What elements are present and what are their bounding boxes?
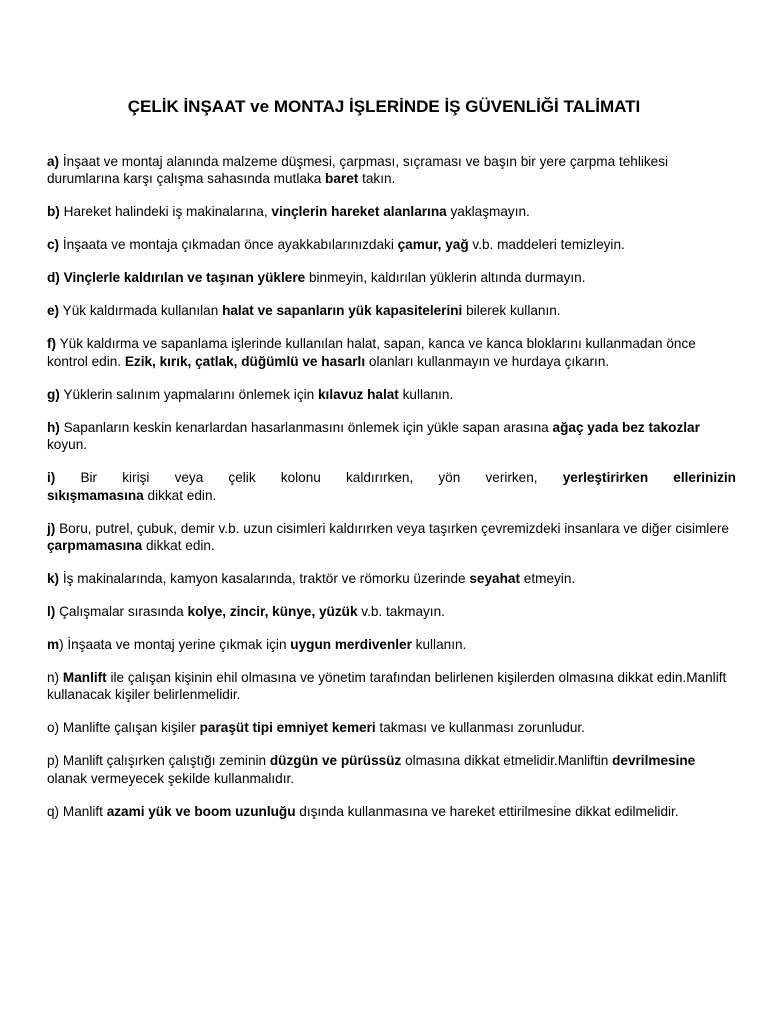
item-letter: f)	[47, 336, 57, 352]
item-letter: i)	[47, 470, 56, 486]
body-text: dikkat edin.	[142, 538, 215, 554]
body-text: Manlift	[59, 803, 107, 819]
body-text: İnşaata ve montaja çıkmadan önce ayakkabılarınızdaki	[59, 237, 398, 253]
item-letter: h)	[47, 419, 60, 435]
emphasis-text: uygun merdivenler	[290, 637, 412, 653]
instruction-list	[47, 153, 736, 836]
instruction-item	[47, 752, 736, 787]
emphasis-text: vinçlerin hareket alanlarına	[271, 204, 447, 220]
instruction-item	[47, 153, 736, 188]
body-text: olanak vermeyecek şekilde kullanmalıdır.	[47, 770, 295, 786]
instruction-item	[47, 520, 736, 555]
body-text: Boru, putrel, çubuk, demir v.b. uzun cisimleri kaldırırken veya taşırken çevremizdeki insanlara ve diğer cisimlere	[55, 520, 729, 536]
instruction-item	[47, 669, 736, 704]
item-letter: m	[47, 637, 60, 653]
body-text: İş makinalarında, kamyon kasalarında, traktör ve römorku üzerinde	[59, 571, 470, 587]
emphasis-text: sıkışmamasına	[47, 487, 144, 503]
body-text: bilerek kullanın.	[462, 303, 561, 319]
instruction-item	[47, 302, 736, 319]
body-text: Hareket halindeki iş makinalarına,	[59, 204, 272, 220]
emphasis-text: paraşüt tipi emniyet kemeri	[199, 720, 376, 736]
emphasis-text: halat ve sapanların yük kapasitelerini	[222, 303, 463, 319]
emphasis-text: yerleştirirken ellerinizin	[562, 470, 736, 486]
body-text: binmeyin, kaldırılan yüklerin altında durmayın.	[305, 270, 586, 286]
item-letter: b)	[47, 204, 60, 220]
instruction-item	[47, 236, 736, 253]
emphasis-text: Manlift	[62, 670, 107, 686]
body-text: kullanın.	[411, 637, 467, 653]
emphasis-text: kolye, zincir, künye, yüzük	[187, 604, 358, 620]
body-text: ile çalışan kişinin ehil olmasına ve yönetim tarafından belirlenen kişilerden olmasına dikkat edin.Manlift kullanacak kişiler belirlenmelidir.	[47, 670, 727, 703]
emphasis-text: çamur, yağ	[397, 237, 469, 253]
body-text: İnşaat ve montaj alanında malzeme düşmesi, çarpması, sıçraması ve başın bir yere çarpma tehlikesi durumlarına karşı çalışma sahasında mutlaka	[47, 154, 669, 187]
item-letter: l)	[47, 604, 56, 620]
body-text: Bir kirişi veya çelik kolonu kaldırırken, yön verirken,	[55, 470, 563, 486]
instruction-item	[47, 603, 736, 620]
emphasis-text: Ezik, kırık, çatlak, düğümlü ve hasarlı	[124, 353, 366, 369]
emphasis-text: düzgün ve pürüssüz	[269, 753, 402, 769]
item-last-line	[47, 487, 736, 504]
item-letter: d)	[47, 270, 60, 286]
emphasis-text: seyahat	[469, 571, 520, 587]
body-text: ) İnşaata ve montaj yerine çıkmak için	[59, 637, 291, 653]
item-letter: o)	[47, 720, 60, 736]
instruction-item	[47, 386, 736, 403]
instruction-item	[47, 803, 736, 820]
instruction-item	[47, 335, 736, 370]
item-letter: p)	[47, 753, 60, 769]
body-text: takması ve kullanması zorunludur.	[375, 720, 585, 736]
emphasis-text: kılavuz halat	[318, 386, 399, 402]
emphasis-text: devrilmesine	[612, 753, 696, 769]
body-text: koyun.	[47, 437, 88, 453]
item-letter: a)	[47, 154, 60, 169]
body-text: kullanın.	[398, 386, 454, 402]
body-text: olanları kullanmayın ve hurdaya çıkarın.	[365, 353, 610, 369]
instruction-item	[47, 469, 736, 504]
emphasis-text: azami yük ve boom uzunluğu	[106, 803, 296, 819]
emphasis-text: çarpmamasına	[47, 538, 143, 554]
body-text: olmasına dikkat etmelidir.Manliftin	[401, 753, 613, 769]
body-text: v.b. takmayın.	[357, 604, 445, 620]
item-letter: j)	[47, 520, 56, 536]
body-text: Yüklerin salınım yapmalarını önlemek için	[59, 386, 318, 402]
body-text: takın.	[358, 171, 396, 187]
instruction-item	[47, 570, 736, 587]
document-title: ÇELİK İNŞAAT ve MONTAJ İŞLERİNDE İŞ GÜVENLİĞİ TALİMATI	[127, 97, 641, 116]
item-letter: k)	[47, 571, 60, 587]
body-text: etmeyin.	[520, 571, 576, 587]
instruction-item	[47, 419, 736, 454]
instruction-item	[47, 203, 736, 220]
body-text: dışında kullanmasına ve hareket ettirilmesine dikkat edilmelidir.	[295, 803, 679, 819]
instruction-item	[47, 269, 736, 286]
body-text: dikkat edin.	[143, 487, 217, 503]
item-letter: g)	[47, 386, 60, 402]
emphasis-text: Vinçlerle kaldırılan ve taşınan yüklere	[63, 270, 306, 286]
body-text: Yük kaldırma ve sapanlama işlerinde kullanılan halat, sapan, kanca ve kanca bloklarını kullanmadan önce kontrol edin.	[47, 336, 696, 369]
body-text: Çalışmalar sırasında	[55, 604, 188, 620]
body-text: v.b. maddeleri temizleyin.	[468, 237, 625, 253]
item-letter: c)	[47, 237, 60, 253]
instruction-item	[47, 636, 736, 653]
item-letter: e)	[47, 303, 60, 319]
item-letter: q)	[47, 803, 60, 819]
body-text: Sapanların keskin kenarlardan hasarlanmasını önlemek için yükle sapan arasına	[59, 419, 553, 435]
body-text: Manlift çalışırken çalıştığı zeminin	[59, 753, 270, 769]
instruction-item	[47, 719, 736, 736]
emphasis-text: baret	[325, 171, 359, 187]
emphasis-text: ağaç yada bez takozlar	[552, 419, 700, 435]
body-text: Manlifte çalışan kişiler	[59, 720, 200, 736]
body-text: Yük kaldırmada kullanılan	[59, 303, 223, 319]
body-text: yaklaşmayın.	[446, 204, 530, 220]
item-letter: n)	[47, 670, 60, 686]
